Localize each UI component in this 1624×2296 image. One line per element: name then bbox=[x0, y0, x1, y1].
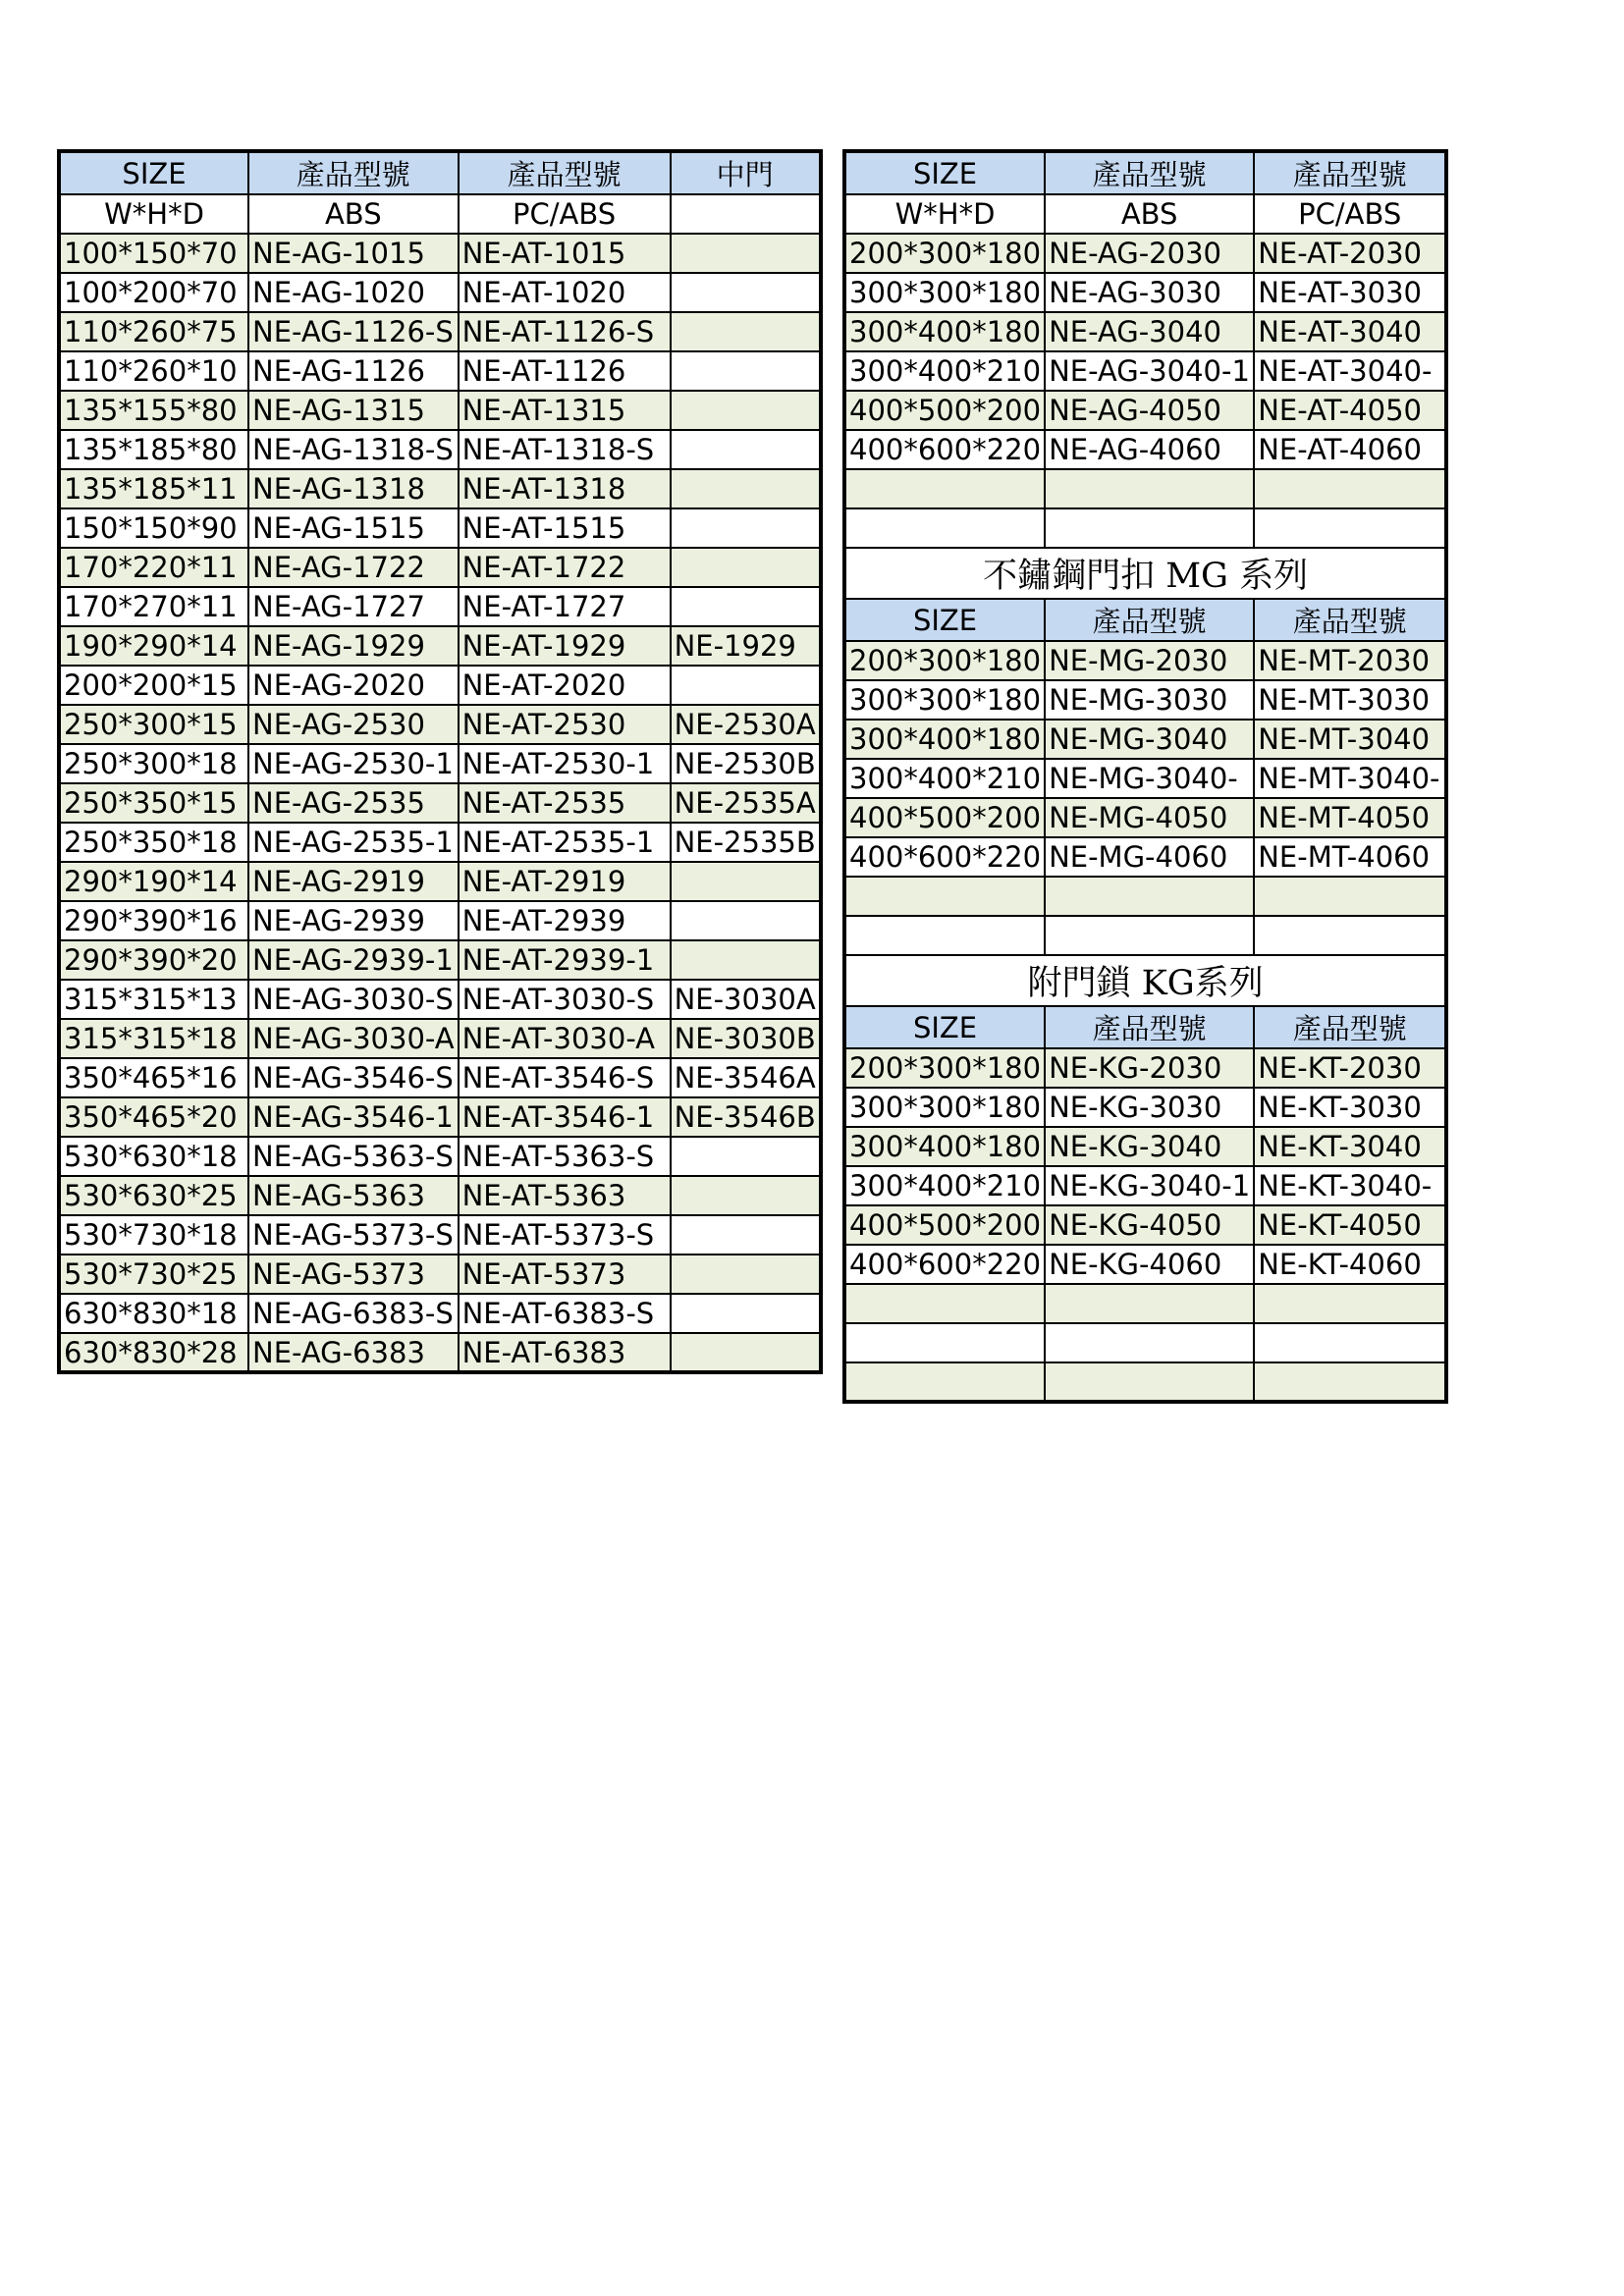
table-cell: NE-KG-4050 bbox=[1045, 1205, 1254, 1245]
table-cell: 250*300*15 bbox=[59, 705, 248, 744]
table-cell: NE-AT-3030-S bbox=[459, 980, 671, 1019]
table-row bbox=[59, 508, 821, 548]
table-cell: 400*600*220 bbox=[844, 837, 1045, 877]
table-cell: NE-MT-3030 bbox=[1254, 680, 1446, 720]
table-row bbox=[59, 469, 821, 508]
table-cell: NE-AG-5373 bbox=[248, 1255, 459, 1294]
table-cell bbox=[671, 430, 821, 469]
table-row bbox=[59, 273, 821, 312]
table-cell: NE-AT-5373 bbox=[459, 1255, 671, 1294]
table-cell bbox=[844, 508, 1045, 548]
table-row bbox=[844, 351, 1446, 391]
table-cell: 315*315*13 bbox=[59, 980, 248, 1019]
table-cell: NE-AT-1929 bbox=[459, 626, 671, 666]
table-cell: NE-MG-2030 bbox=[1045, 641, 1254, 680]
table-cell: NE-AG-2919 bbox=[248, 862, 459, 901]
table-cell: SIZE bbox=[844, 1006, 1045, 1048]
table-row bbox=[59, 1097, 821, 1137]
table-cell bbox=[671, 234, 821, 273]
table-cell: NE-AT-4050 bbox=[1254, 391, 1446, 430]
table-cell: NE-MG-3040 bbox=[1045, 720, 1254, 759]
table-cell: NE-MG-3040- bbox=[1045, 759, 1254, 798]
table-cell: 630*830*18 bbox=[59, 1294, 248, 1333]
table-cell: NE-AG-2530-1 bbox=[248, 744, 459, 783]
table-cell: 100*150*70 bbox=[59, 234, 248, 273]
table-row bbox=[59, 705, 821, 744]
table-cell: SIZE bbox=[844, 151, 1045, 194]
table-row bbox=[59, 823, 821, 862]
table-cell: NE-AT-1015 bbox=[459, 234, 671, 273]
table-cell bbox=[671, 273, 821, 312]
table-cell bbox=[671, 666, 821, 705]
table-cell: NE-AT-1722 bbox=[459, 548, 671, 587]
table-cell bbox=[671, 587, 821, 626]
table-cell: NE-AG-1318 bbox=[248, 469, 459, 508]
header-row bbox=[844, 599, 1446, 641]
table-cell: NE-MT-3040- bbox=[1254, 759, 1446, 798]
table-cell bbox=[671, 194, 821, 234]
table-cell: NE-AG-1722 bbox=[248, 548, 459, 587]
table-row bbox=[59, 1137, 821, 1176]
table-cell: NE-AG-5373-S bbox=[248, 1215, 459, 1255]
table-row bbox=[59, 940, 821, 980]
table-cell: NE-AG-4050 bbox=[1045, 391, 1254, 430]
header-row bbox=[844, 1006, 1446, 1048]
table-cell: NE-AT-1126-S bbox=[459, 312, 671, 351]
table-row bbox=[844, 1127, 1446, 1166]
table-row bbox=[59, 1255, 821, 1294]
table-cell bbox=[844, 916, 1045, 955]
table-row bbox=[844, 1284, 1446, 1323]
table-cell: NE-AT-1315 bbox=[459, 391, 671, 430]
table-cell bbox=[1045, 508, 1254, 548]
table-cell bbox=[671, 1294, 821, 1333]
table-row bbox=[844, 1205, 1446, 1245]
table-cell bbox=[671, 1333, 821, 1372]
table-cell: NE-AT-1727 bbox=[459, 587, 671, 626]
table-cell: 315*315*18 bbox=[59, 1019, 248, 1058]
table-cell: NE-AG-3040 bbox=[1045, 312, 1254, 351]
table-cell bbox=[671, 1215, 821, 1255]
table-cell: 300*300*180 bbox=[844, 680, 1045, 720]
table-cell bbox=[1045, 877, 1254, 916]
table-cell: PC/ABS bbox=[459, 194, 671, 234]
table-cell: 400*500*200 bbox=[844, 1205, 1045, 1245]
table-row bbox=[844, 1323, 1446, 1362]
table-row bbox=[59, 1058, 821, 1097]
table-row bbox=[59, 234, 821, 273]
table-cell: 290*190*14 bbox=[59, 862, 248, 901]
table-cell: NE-AG-2939 bbox=[248, 901, 459, 940]
table-cell: NE-2530A bbox=[671, 705, 821, 744]
table-cell: 300*300*180 bbox=[844, 273, 1045, 312]
table-row bbox=[844, 234, 1446, 273]
table-cell: 530*730*25 bbox=[59, 1255, 248, 1294]
table-row bbox=[844, 720, 1446, 759]
table-cell: NE-AT-2530 bbox=[459, 705, 671, 744]
table-cell: NE-AG-1929 bbox=[248, 626, 459, 666]
table-cell bbox=[671, 1255, 821, 1294]
right-product-table bbox=[842, 149, 1448, 1404]
table-row bbox=[844, 877, 1446, 916]
table-cell bbox=[1254, 1362, 1446, 1402]
table-cell: NE-AT-3030-A bbox=[459, 1019, 671, 1058]
table-cell: 290*390*20 bbox=[59, 940, 248, 980]
table-cell: NE-KT-4050 bbox=[1254, 1205, 1446, 1245]
table-cell: 400*600*220 bbox=[844, 1245, 1045, 1284]
table-cell: 135*185*11 bbox=[59, 469, 248, 508]
table-cell: 530*730*18 bbox=[59, 1215, 248, 1255]
table-cell: 110*260*75 bbox=[59, 312, 248, 351]
table-cell bbox=[1254, 877, 1446, 916]
table-row bbox=[844, 508, 1446, 548]
table-row bbox=[59, 548, 821, 587]
table-cell: NE-AT-2020 bbox=[459, 666, 671, 705]
table-cell bbox=[671, 351, 821, 391]
table-cell: 150*150*90 bbox=[59, 508, 248, 548]
table-row bbox=[59, 391, 821, 430]
table-cell: NE-2535B bbox=[671, 823, 821, 862]
table-cell bbox=[671, 469, 821, 508]
table-cell: NE-AG-3030-S bbox=[248, 980, 459, 1019]
table-cell: NE-AG-3546-S bbox=[248, 1058, 459, 1097]
table-cell bbox=[671, 548, 821, 587]
table-cell: NE-AG-2939-1 bbox=[248, 940, 459, 980]
table-row bbox=[844, 1362, 1446, 1402]
table-cell bbox=[671, 312, 821, 351]
table-cell: NE-AT-2939 bbox=[459, 901, 671, 940]
table-cell: NE-KT-3030 bbox=[1254, 1088, 1446, 1127]
table-cell: NE-KG-3030 bbox=[1045, 1088, 1254, 1127]
subheader-row bbox=[844, 194, 1446, 234]
table-cell bbox=[671, 1176, 821, 1215]
table-cell: NE-KT-3040- bbox=[1254, 1166, 1446, 1205]
table-cell: 產品型號 bbox=[1254, 599, 1446, 641]
table-cell: NE-AG-1727 bbox=[248, 587, 459, 626]
table-cell: NE-AT-2939-1 bbox=[459, 940, 671, 980]
table-cell: NE-AG-2030 bbox=[1045, 234, 1254, 273]
table-cell bbox=[1254, 1284, 1446, 1323]
table-cell: 110*260*10 bbox=[59, 351, 248, 391]
table-row bbox=[59, 430, 821, 469]
table-cell: 產品型號 bbox=[248, 151, 459, 194]
table-row bbox=[59, 312, 821, 351]
table-cell: NE-AG-1126-S bbox=[248, 312, 459, 351]
table-cell: 400*500*200 bbox=[844, 798, 1045, 837]
table-cell: 300*400*210 bbox=[844, 1166, 1045, 1205]
table-cell: NE-AG-5363-S bbox=[248, 1137, 459, 1176]
table-cell: 190*290*14 bbox=[59, 626, 248, 666]
table-cell: 產品型號 bbox=[459, 151, 671, 194]
table-cell: NE-AT-3546-1 bbox=[459, 1097, 671, 1137]
kg-series-title: 附門鎖 KG系列 bbox=[844, 955, 1446, 1006]
table-cell: NE-2530B bbox=[671, 744, 821, 783]
table-cell: NE-MT-2030 bbox=[1254, 641, 1446, 680]
table-cell: 100*200*70 bbox=[59, 273, 248, 312]
table-cell: NE-1929 bbox=[671, 626, 821, 666]
table-cell: 200*300*180 bbox=[844, 234, 1045, 273]
table-cell: 300*300*180 bbox=[844, 1088, 1045, 1127]
table-cell bbox=[1254, 508, 1446, 548]
table-cell: NE-AT-3030 bbox=[1254, 273, 1446, 312]
table-cell bbox=[671, 508, 821, 548]
table-cell bbox=[1045, 1362, 1254, 1402]
table-cell: 250*350*18 bbox=[59, 823, 248, 862]
table-cell: NE-AG-4060 bbox=[1045, 430, 1254, 469]
table-row bbox=[59, 1019, 821, 1058]
table-cell bbox=[1045, 1323, 1254, 1362]
table-row bbox=[59, 1215, 821, 1255]
table-cell: 200*300*180 bbox=[844, 641, 1045, 680]
header-row bbox=[844, 151, 1446, 194]
table-cell: NE-AT-2030 bbox=[1254, 234, 1446, 273]
table-cell: 300*400*210 bbox=[844, 759, 1045, 798]
table-row bbox=[844, 680, 1446, 720]
table-cell: NE-AT-3040 bbox=[1254, 312, 1446, 351]
table-row bbox=[59, 587, 821, 626]
table-cell: SIZE bbox=[844, 599, 1045, 641]
table-cell: 中門 bbox=[671, 151, 821, 194]
table-cell: 產品型號 bbox=[1045, 1006, 1254, 1048]
table-cell: NE-KG-3040-1 bbox=[1045, 1166, 1254, 1205]
table-cell bbox=[1254, 1323, 1446, 1362]
table-cell: NE-AG-1318-S bbox=[248, 430, 459, 469]
table-row bbox=[59, 901, 821, 940]
table-cell: NE-MT-4060 bbox=[1254, 837, 1446, 877]
table-cell: NE-AG-2020 bbox=[248, 666, 459, 705]
table-cell: 630*830*28 bbox=[59, 1333, 248, 1372]
table-cell: NE-AT-2535 bbox=[459, 783, 671, 823]
table-cell bbox=[844, 1284, 1045, 1323]
table-cell: 170*270*11 bbox=[59, 587, 248, 626]
table-row bbox=[59, 1294, 821, 1333]
table-cell: NE-AT-5363-S bbox=[459, 1137, 671, 1176]
table-cell: W*H*D bbox=[59, 194, 248, 234]
table-row bbox=[844, 916, 1446, 955]
table-cell: NE-3546B bbox=[671, 1097, 821, 1137]
table-cell: 200*300*180 bbox=[844, 1048, 1045, 1088]
table-cell: NE-MT-4050 bbox=[1254, 798, 1446, 837]
table-cell: NE-3030A bbox=[671, 980, 821, 1019]
table-cell bbox=[1045, 1284, 1254, 1323]
table-cell: NE-AG-3030 bbox=[1045, 273, 1254, 312]
table-row bbox=[844, 837, 1446, 877]
table-cell: SIZE bbox=[59, 151, 248, 194]
table-cell: NE-AT-1515 bbox=[459, 508, 671, 548]
table-cell: NE-KT-4060 bbox=[1254, 1245, 1446, 1284]
table-cell bbox=[671, 862, 821, 901]
table-cell bbox=[1045, 916, 1254, 955]
table-cell: NE-AG-1015 bbox=[248, 234, 459, 273]
table-row bbox=[844, 798, 1446, 837]
table-cell: 135*185*80 bbox=[59, 430, 248, 469]
table-cell: NE-AT-3040- bbox=[1254, 351, 1446, 391]
table-cell bbox=[844, 877, 1045, 916]
table-cell: NE-KT-2030 bbox=[1254, 1048, 1446, 1088]
table-cell: NE-MG-3030 bbox=[1045, 680, 1254, 720]
table-cell: NE-AG-3546-1 bbox=[248, 1097, 459, 1137]
mg-series-title: 不鏽鋼門扣 MG 系列 bbox=[844, 548, 1446, 599]
table-cell bbox=[1045, 469, 1254, 508]
table-cell: NE-MG-4050 bbox=[1045, 798, 1254, 837]
table-cell: NE-AT-2535-1 bbox=[459, 823, 671, 862]
table-cell: NE-2535A bbox=[671, 783, 821, 823]
table-row bbox=[59, 1333, 821, 1372]
table-cell: NE-MG-4060 bbox=[1045, 837, 1254, 877]
table-cell: NE-AT-5363 bbox=[459, 1176, 671, 1215]
table-cell bbox=[844, 1323, 1045, 1362]
table-cell: NE-KT-3040 bbox=[1254, 1127, 1446, 1166]
table-row bbox=[844, 391, 1446, 430]
table-cell: ABS bbox=[248, 194, 459, 234]
table-cell: NE-AG-2535 bbox=[248, 783, 459, 823]
table-cell: 300*400*180 bbox=[844, 1127, 1045, 1166]
table-row bbox=[59, 626, 821, 666]
table-cell: NE-AG-2535-1 bbox=[248, 823, 459, 862]
table-cell: NE-AT-1318-S bbox=[459, 430, 671, 469]
table-row bbox=[59, 980, 821, 1019]
table-cell: 250*350*15 bbox=[59, 783, 248, 823]
table-cell: 170*220*11 bbox=[59, 548, 248, 587]
table-cell: 400*600*220 bbox=[844, 430, 1045, 469]
table-cell: NE-AT-5373-S bbox=[459, 1215, 671, 1255]
table-row bbox=[844, 273, 1446, 312]
table-cell: PC/ABS bbox=[1254, 194, 1446, 234]
mg-series-title-row bbox=[844, 548, 1446, 599]
table-cell: 530*630*18 bbox=[59, 1137, 248, 1176]
table-cell: 產品型號 bbox=[1254, 1006, 1446, 1048]
table-cell: NE-KG-3040 bbox=[1045, 1127, 1254, 1166]
table-cell: NE-AG-1126 bbox=[248, 351, 459, 391]
table-cell bbox=[844, 469, 1045, 508]
table-cell: NE-AT-1318 bbox=[459, 469, 671, 508]
table-row bbox=[844, 430, 1446, 469]
table-cell: NE-KG-4060 bbox=[1045, 1245, 1254, 1284]
table-row bbox=[844, 1245, 1446, 1284]
table-cell: NE-3546A bbox=[671, 1058, 821, 1097]
table-cell bbox=[1254, 916, 1446, 955]
table-cell: 300*400*210 bbox=[844, 351, 1045, 391]
table-cell: NE-AG-5363 bbox=[248, 1176, 459, 1215]
table-cell: 產品型號 bbox=[1045, 599, 1254, 641]
table-cell: 250*300*18 bbox=[59, 744, 248, 783]
table-cell: 135*155*80 bbox=[59, 391, 248, 430]
table-cell: ABS bbox=[1045, 194, 1254, 234]
table-cell: NE-AG-1020 bbox=[248, 273, 459, 312]
table-cell: W*H*D bbox=[844, 194, 1045, 234]
table-cell: NE-AG-3040-1 bbox=[1045, 351, 1254, 391]
subheader-row bbox=[59, 194, 821, 234]
table-row bbox=[844, 469, 1446, 508]
table-cell bbox=[844, 1362, 1045, 1402]
table-row bbox=[59, 862, 821, 901]
table-cell: 350*465*16 bbox=[59, 1058, 248, 1097]
table-row bbox=[59, 666, 821, 705]
table-cell: NE-AT-6383-S bbox=[459, 1294, 671, 1333]
table-cell: NE-KG-2030 bbox=[1045, 1048, 1254, 1088]
table-cell bbox=[671, 1137, 821, 1176]
table-cell: NE-AG-6383-S bbox=[248, 1294, 459, 1333]
table-cell: NE-AG-1315 bbox=[248, 391, 459, 430]
table-cell: NE-AG-3030-A bbox=[248, 1019, 459, 1058]
table-cell: NE-AT-3546-S bbox=[459, 1058, 671, 1097]
table-row bbox=[844, 1048, 1446, 1088]
table-cell: NE-AT-6383 bbox=[459, 1333, 671, 1372]
table-cell: NE-AT-4060 bbox=[1254, 430, 1446, 469]
table-cell: NE-AG-6383 bbox=[248, 1333, 459, 1372]
table-cell: NE-AG-1515 bbox=[248, 508, 459, 548]
header-row bbox=[59, 151, 821, 194]
table-cell: NE-AG-2530 bbox=[248, 705, 459, 744]
table-cell: 產品型號 bbox=[1254, 151, 1446, 194]
left-product-table bbox=[57, 149, 823, 1374]
table-cell: NE-AT-1020 bbox=[459, 273, 671, 312]
table-cell: 200*200*15 bbox=[59, 666, 248, 705]
table-cell bbox=[1254, 469, 1446, 508]
table-row bbox=[59, 351, 821, 391]
table-row bbox=[844, 312, 1446, 351]
kg-series-title-row bbox=[844, 955, 1446, 1006]
table-row bbox=[844, 1166, 1446, 1205]
table-cell bbox=[671, 940, 821, 980]
table-row bbox=[844, 759, 1446, 798]
table-cell: NE-3030B bbox=[671, 1019, 821, 1058]
table-cell: 290*390*16 bbox=[59, 901, 248, 940]
table-row bbox=[844, 1088, 1446, 1127]
table-cell: 300*400*180 bbox=[844, 312, 1045, 351]
table-cell bbox=[671, 391, 821, 430]
table-cell: 產品型號 bbox=[1045, 151, 1254, 194]
table-cell: NE-AT-1126 bbox=[459, 351, 671, 391]
table-row bbox=[844, 641, 1446, 680]
table-cell bbox=[671, 901, 821, 940]
table-cell: NE-AT-2530-1 bbox=[459, 744, 671, 783]
table-row bbox=[59, 783, 821, 823]
table-cell: 350*465*20 bbox=[59, 1097, 248, 1137]
table-row bbox=[59, 1176, 821, 1215]
table-cell: NE-MT-3040 bbox=[1254, 720, 1446, 759]
table-row bbox=[59, 744, 821, 783]
table-cell: 400*500*200 bbox=[844, 391, 1045, 430]
table-cell: 300*400*180 bbox=[844, 720, 1045, 759]
table-cell: NE-AT-2919 bbox=[459, 862, 671, 901]
table-cell: 530*630*25 bbox=[59, 1176, 248, 1215]
